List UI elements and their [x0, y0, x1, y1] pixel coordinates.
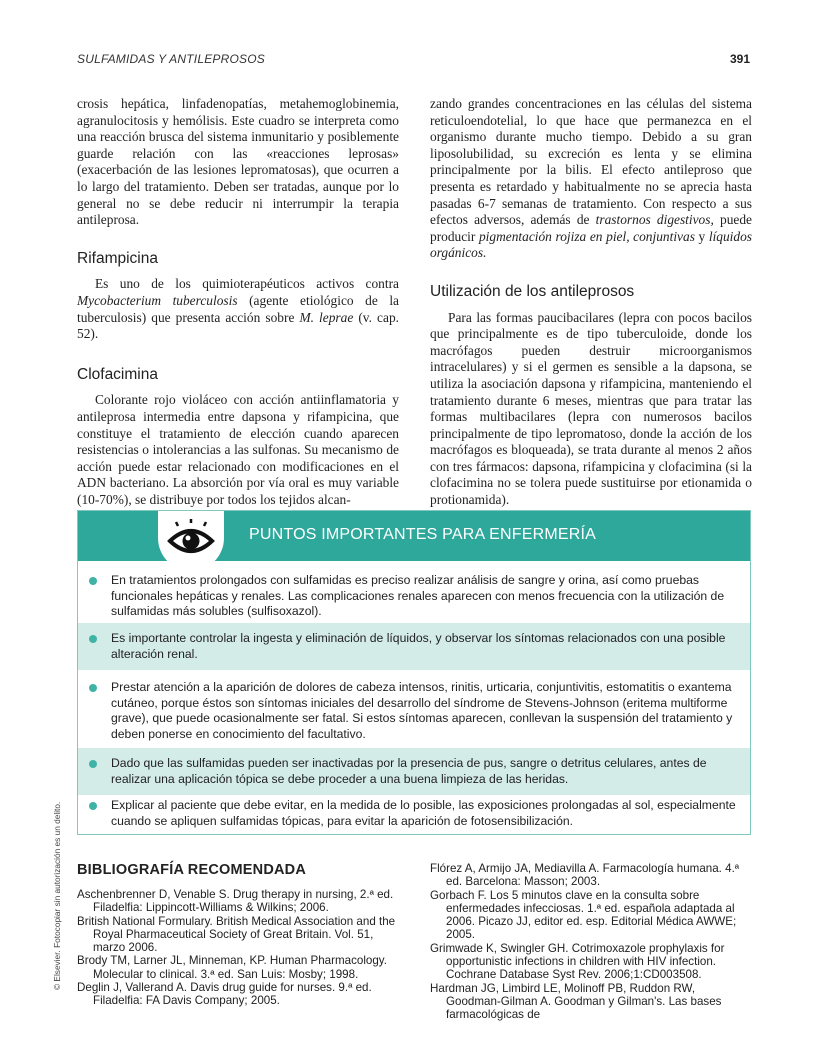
- continuation-italic-3: líquidos orgánicos.: [430, 228, 752, 261]
- section-heading-rifampicina: Rifampicina: [77, 249, 158, 267]
- copyright-side-note: © Elsevier. Fotocopiar sin autorización es un delito.: [52, 801, 62, 990]
- rifampicina-italic-a: Mycobacterium tuberculosis: [77, 292, 238, 308]
- bullet-dot: [89, 577, 97, 585]
- bullet-text: En tratamientos prolongados con sulfamidas es preciso realizar análisis de sangre y orina, así como pruebas funcionales hepáticas y renales. Las complicaciones renales aparecen con menos frecuencia con la utilización de sulfamidas más solubles (sulfisoxazol).: [111, 573, 725, 618]
- bibliography-right-column: [430, 862, 752, 1022]
- eye-icon: [166, 519, 216, 566]
- rifampicina-italic-b: M. leprae: [299, 309, 354, 325]
- bullet-dot: [89, 635, 97, 643]
- continuation-text: zando grandes concentraciones en las células del sistema reticuloendotelial, lo que hace que permanezca en el organismo durante mucho tiempo. Debido a su gran liposolubilidad, su excreción es lenta y se elimina principalmente por la bilis. El efecto antileproso que presenta es retardado y habitualmente no se aprecia hasta pasadas 6-7 semanas de tratamiento. Con respecto a sus efectos adversos, además de: [430, 96, 752, 228]
- bullet-dot: [89, 802, 97, 810]
- right-column: [430, 96, 752, 509]
- bullet-item: [78, 623, 750, 670]
- bibliography-heading: BIBLIOGRAFÍA RECOMENDADA: [77, 862, 307, 878]
- continuation-italic-2: pigmentación rojiza en piel, conjuntivas: [478, 228, 695, 244]
- bullet-item: [78, 680, 750, 742]
- bibliography-entry: Flórez A, Armijo JA, Mediavilla A. Farmacología humana. 4.ª ed. Barcelona: Masson; 2003.: [430, 862, 740, 889]
- nursing-points-box: [77, 510, 751, 835]
- box-title: PUNTOS IMPORTANTES PARA ENFERMERÍA: [249, 526, 597, 543]
- bibliography-left-column: [77, 888, 399, 1008]
- bibliography-entry: Grimwade K, Swingler GH. Cotrimoxazole prophylaxis for opportunistic infections in children with HIV infection. Cochrane Database Syst Rev. 2006;1:CD003508.: [430, 941, 725, 982]
- bullet-item: [78, 573, 750, 620]
- bullet-dot: [89, 760, 97, 768]
- rifampicina-text-a: Es uno de los quimioterapéuticos activos contra: [95, 276, 399, 292]
- rifampicina-text-c: (v. cap. 52).: [77, 309, 399, 342]
- bibliography-entry: Deglin J, Vallerand A. Davis drug guide for nurses. 9.ª ed. Filadelfia: FA Davis Company; 2005.: [77, 981, 372, 1008]
- section-heading-clofacimina: Clofacimina: [77, 365, 158, 383]
- bullet-text: Es importante controlar la ingesta y eliminación de líquidos, y observar los síntomas relacionados con una posible alteración renal.: [111, 631, 726, 661]
- page-number: 391: [729, 52, 750, 66]
- utilizacion-paragraph: Para las formas paucibacilares (lepra con pocos bacilos que principalmente es de tipo tuberculoide, donde los macrófagos pueden destruir microorganismos intracelulares) y si el germen es sensible a la dapsona, se utiliza la asociación dapsona y rifampicina, manteniendo el tratamiento durante 6 meses, mientras que para tratar las formas multibacilares (lepra con numerosos bacilos principalmente de tipo lepromatoso, donde la acción de los macrófagos es bloqueada), se trata durante al menos 2 años con tres fármacos: dapsona, rifampicina y clofacimina (si la clofacimina no se tolera puede sustituirse por etionamida o protionamida).: [430, 309, 752, 508]
- bibliography-entry: Brody TM, Larner JL, Minneman, KP. Human Pharmacology. Molecular to clinical. 3.ª ed. San Luis: Mosby; 1998.: [77, 954, 387, 981]
- bullet-item: [78, 798, 750, 829]
- continuation-text-2: puede producir: [430, 212, 752, 244]
- intro-paragraph: crosis hepática, linfadenopatías, metahemoglobinemia, agranulocitosis y hemólisis. Este cuadro se interpreta como una reacción brusca del sistema inmunitario y posiblemente guarde relación con las «reacciones leprosas» (exacerbación de las lesiones lepromatosas), que ocurren a lo largo del tratamiento. Deben ser tratadas, aunque por lo general no se debe reducir ni interrumpir la terapia antileprosa.: [77, 96, 399, 228]
- continuation-paragraph: [430, 96, 752, 262]
- bullet-text: Dado que las sulfamidas pueden ser inactivadas por la presencia de pus, sangre o detritus celulares, antes de realizar una aplicación tópica se debe proceder a una buena limpieza de las heridas.: [111, 756, 707, 786]
- left-column: [77, 96, 399, 508]
- rifampicina-paragraph: [77, 276, 399, 342]
- bullet-dot: [89, 684, 97, 692]
- bullet-text: Explicar al paciente que debe evitar, en la medida de lo posible, las exposiciones prolongadas al sol, especialmente cuando se apliquen sulfamidas tópicas, para evitar la aparición de fotosensibilización.: [111, 798, 736, 828]
- bullet-text: Prestar atención a la aparición de dolores de cabeza intensos, rinitis, urticaria, conjuntivitis, estomatitis o exantema cutáneo, porque éstos son síntomas iniciales del desarrollo del síndrome de Stevens-Johnson (eritema multiforme grave), que puede ocasionalmente ser fatal. Si estos síntomas aparecen, conllevan la suspensión del tratamiento y deben ponerse en conocimiento del facultativo.: [111, 680, 733, 741]
- running-title: SULFAMIDAS Y ANTILEPROSOS: [77, 52, 265, 66]
- clofacimina-paragraph: Colorante rojo violáceo con acción antiinflamatoria y antileprosa intermedia entre dapsona y rifampicina, que constituye el tratamiento de elección cuando aparecen resistencias o intolerancias a las sulfonas. Su mecanismo de acción puede estar relacionado con modificaciones en el ADN bacteriano. La absorción por vía oral es muy variable (10-70%), se distribuye por todos los tejidos alcan-: [77, 392, 399, 507]
- rifampicina-text-b: (agente etiológico de la tuberculosis) que presenta acción sobre: [77, 292, 399, 325]
- bibliography-entry: Hardman JG, Limbird LE, Molinoff PB, Ruddon RW, Goodman-Gilman A. Goodman y Gilman's. Las bases farmacológicas de: [430, 981, 722, 1022]
- bibliography-entry: British National Formulary. British Medical Association and the Royal Pharmaceutical Society of Great Britain. Vol. 51, marzo 2006.: [77, 914, 396, 955]
- continuation-text-3: y: [694, 228, 709, 244]
- bibliography-entry: Aschenbrenner D, Venable S. Drug therapy in nursing, 2.ª ed. Filadelfia: Lippincott-Williams & Wilkins; 2006.: [77, 888, 394, 915]
- bibliography-entry: Gorbach F. Los 5 minutos clave en la consulta sobre enfermedades infecciosas. 1.ª ed. española adaptada al 2006. Picazo JJ, editor ed. esp. Editorial Médica AWWE; 2005.: [430, 888, 737, 942]
- bullet-item: [78, 748, 750, 795]
- section-heading-utilizacion: Utilización de los antileprosos: [430, 282, 635, 300]
- continuation-italic-1: trastornos digestivos,: [595, 212, 714, 228]
